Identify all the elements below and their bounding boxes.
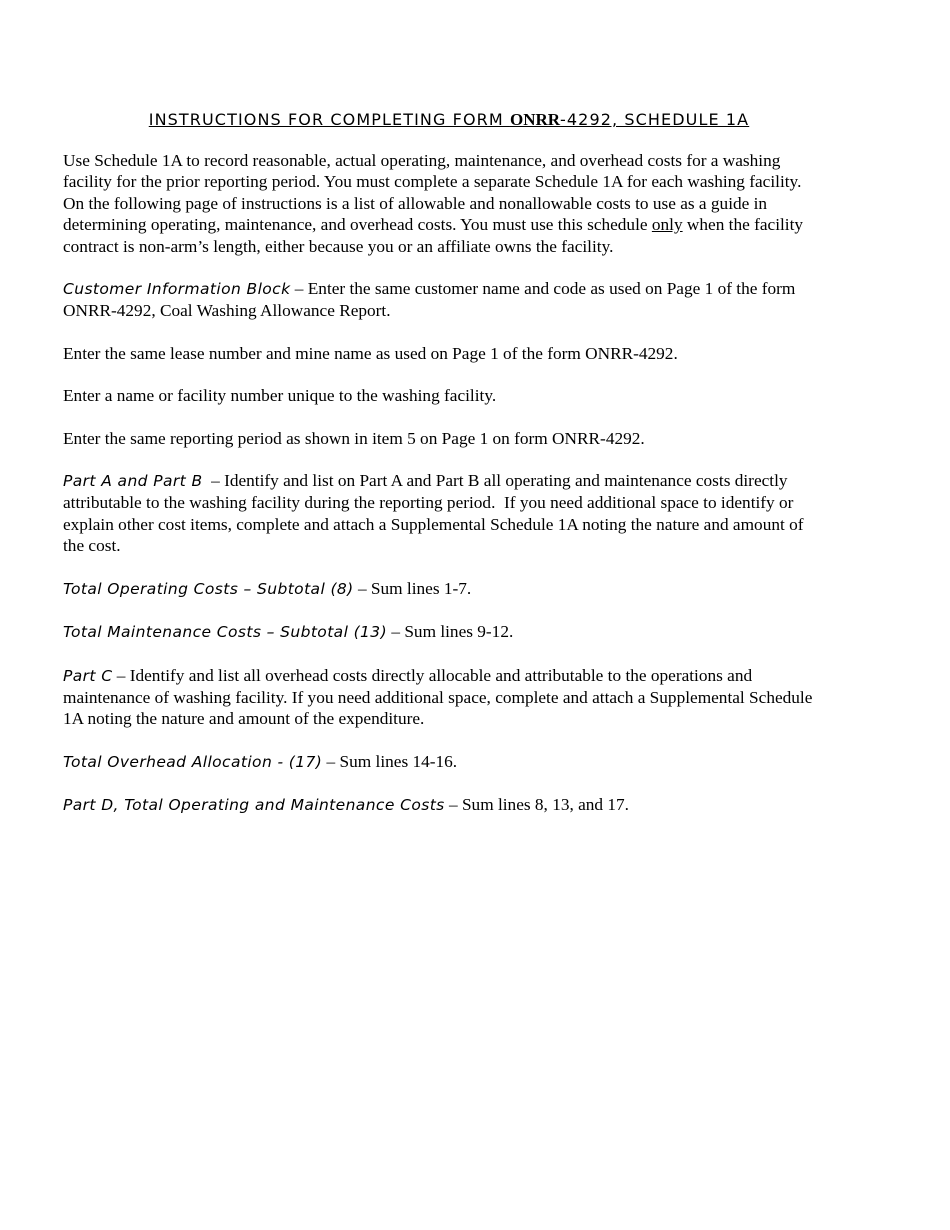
- part-c-heading: Part C: [63, 666, 113, 685]
- part-d-heading: Part D, Total Operating and Maintenance Costs: [63, 796, 445, 815]
- total-maintenance-text: – Sum lines 9-12.: [387, 622, 514, 642]
- page-title: [75, 110, 823, 130]
- part-c-text: – Identify and list all overhead costs directly allocable and attributable to the operations and maintenance of washing facility. If you need additional space, complete and attach a Supplemental Schedule 1A noting the nature and amount of the expenditure.: [63, 665, 813, 729]
- facility-paragraph: Enter a name or facility number unique to the washing facility.: [63, 386, 497, 406]
- period-paragraph: Enter the same reporting period as shown in item 5 on Page 1 on form ONRR-4292.: [63, 428, 645, 448]
- title-suffix: -4292, SCHEDULE 1A: [560, 110, 750, 129]
- total-operating-paragraph: [63, 578, 823, 600]
- instructions-page: [63, 110, 823, 838]
- total-maintenance-heading: Total Maintenance Costs – Subtotal (13): [63, 623, 388, 642]
- intro-underlined-word: only: [651, 215, 683, 235]
- intro-text-2: when the facility contract is non-arm’s length, either because you or an affiliate owns the facility.: [63, 215, 804, 256]
- total-maintenance-paragraph: [63, 621, 823, 643]
- part-c-paragraph: [63, 665, 823, 730]
- total-overhead-heading: Total Overhead Allocation - (17): [63, 752, 323, 771]
- part-ab-heading: Part A and Part B: [63, 472, 203, 491]
- part-ab-paragraph: [63, 470, 823, 557]
- title-prefix: INSTRUCTIONS FOR COMPLETING FORM: [148, 110, 510, 129]
- total-operating-heading: Total Operating Costs – Subtotal (8): [63, 579, 354, 598]
- total-overhead-text: – Sum lines 14-16.: [322, 751, 458, 771]
- total-overhead-paragraph: [63, 751, 823, 773]
- customer-block-text: – Enter the same customer name and code as used on Page 1 of the form ONRR-4292, Coal Washing Allowance Report.: [63, 279, 796, 321]
- intro-text-1: Use Schedule 1A to record reasonable, actual operating, maintenance, and overhead costs for a washing facility for the prior reporting period. You must complete a separate Schedule 1A for each washing facility. On the following page of instructions is a list of allowable and nonallowable costs to use as a guide in determining operating, maintenance, and overhead costs. You must use this schedule: [63, 151, 802, 235]
- total-operating-text: – Sum lines 1-7.: [353, 578, 472, 598]
- part-ab-text: – Identify and list on Part A and Part B all operating and maintenance costs directly attributable to the washing facility during the reporting period. If you need additional space to identify or explain other cost items, complete and attach a Supplemental Schedule 1A noting the nature and amount of the cost.: [63, 471, 808, 556]
- customer-block-heading: Customer Information Block: [63, 280, 291, 299]
- intro-paragraph: [63, 150, 823, 257]
- lease-paragraph: Enter the same lease number and mine name as used on Page 1 of the form ONRR-4292.: [63, 343, 678, 363]
- title-bold: ONRR: [509, 110, 561, 129]
- part-d-text: – Sum lines 8, 13, and 17.: [444, 795, 629, 815]
- customer-block-paragraph: [63, 278, 823, 322]
- part-d-paragraph: [63, 794, 823, 816]
